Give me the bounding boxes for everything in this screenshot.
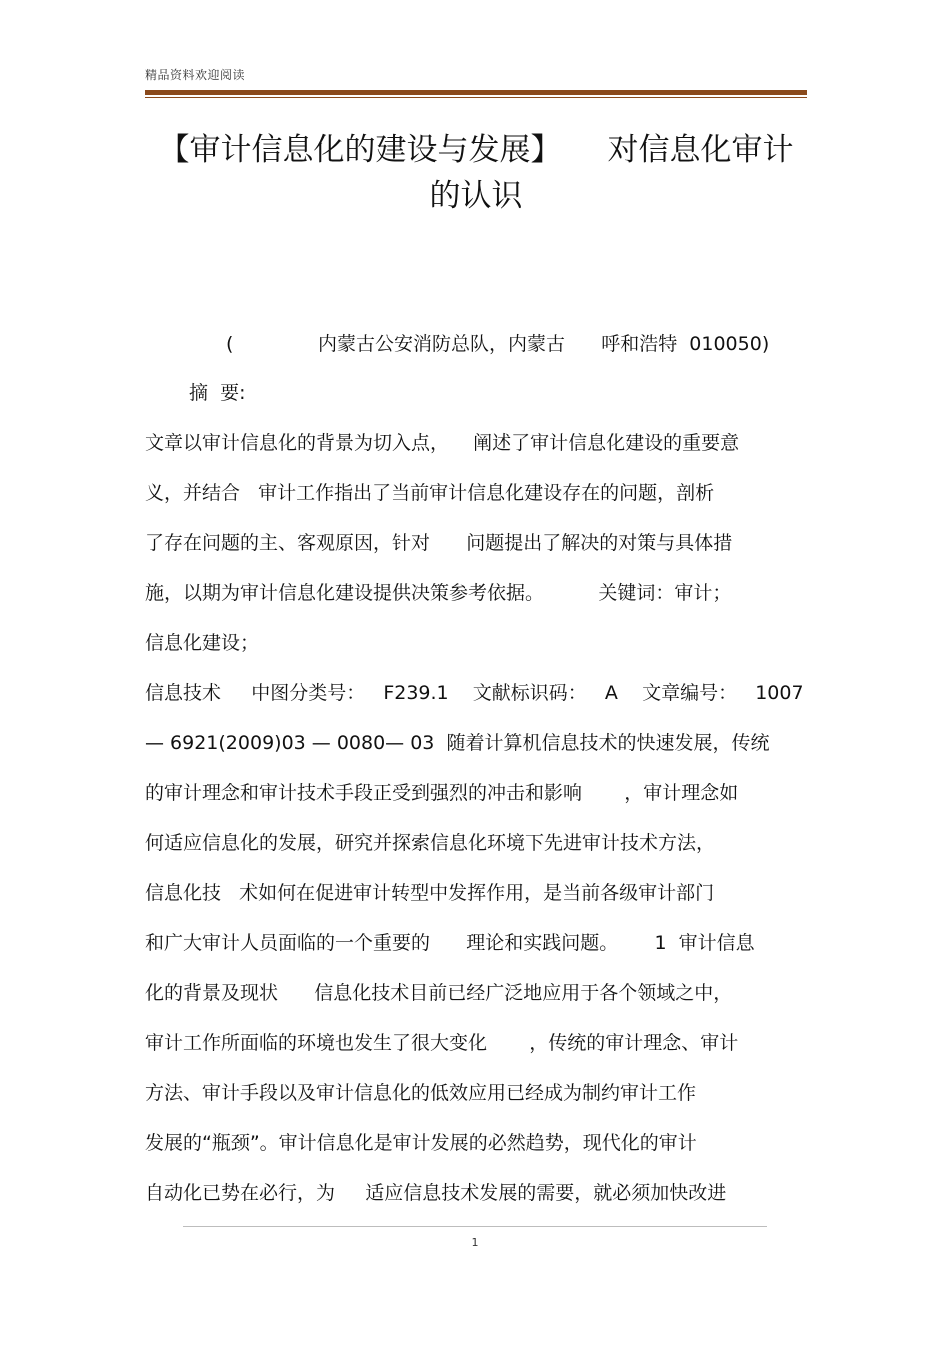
body-line: 了存在问题的主、客观原因，针对 问题提出了解决的对策与具体措 [145, 532, 733, 554]
title-part-a: 【审计信息化的建设与发展】 [158, 132, 562, 168]
body-line: 施，以期为审计信息化建设提供决策参考依据。 关键词：审计； [145, 582, 732, 604]
body-line: 方法、审计手段以及审计信息化的低效应用已经成为制约审计工作 [145, 1082, 697, 1104]
body-line: 审计工作所面临的环境也发生了很大变化 ，传统的审计理念、审计 [145, 1032, 739, 1054]
title-line-2: 的认识 [429, 178, 523, 214]
header-rule-thick [145, 90, 807, 95]
body-line: 发展的“瓶颈”。审计信息化是审计发展的必然趋势，现代化的审计 [145, 1132, 697, 1154]
page-header-label: 精品资料欢迎阅读 [145, 68, 246, 82]
footer-rule [183, 1226, 767, 1227]
document-title [145, 127, 807, 219]
page-number: 1 [471, 1236, 479, 1249]
body-line: 和广大审计人员面临的一个重要的 理论和实践问题。 1 审计信息 [145, 932, 755, 954]
body-line: 义，并结合 审计工作指出了当前审计信息化建设存在的问题，剖析 [145, 482, 715, 504]
body-line: 的审计理念和审计技术手段正受到强烈的冲击和影响 ，审计理念如 [145, 782, 739, 804]
body-line: 文章以审计信息化的背景为切入点， 阐述了审计信息化建设的重要意 [145, 432, 740, 454]
body-line: 信息化技 术如何在促进审计转型中发挥作用，是当前各级审计部门 [145, 882, 715, 904]
body-line: 何适应信息化的发展，研究并探索信息化环境下先进审计技术方法， [145, 832, 716, 854]
abstract-label: 摘 要: [189, 382, 246, 404]
body-line: 信息化建设； [145, 632, 260, 654]
body-line: 自动化已势在必行，为 适应信息技术发展的需要，就必须加快改进 [145, 1182, 727, 1204]
body-line: 信息技术 中图分类号： F239.1 文献标识码： A 文章编号： 1007 [145, 682, 804, 704]
body-line: 化的背景及现状 信息化技术目前已经广泛地应用于各个领域之中， [145, 982, 733, 1004]
header-rule-thin [145, 97, 807, 98]
author-affiliation: ( 内蒙古公安消防总队，内蒙古 呼和浩特 010050) [226, 333, 770, 355]
body-line: — 6921(2009)03 — 0080— 03 随着计算机信息技术的快速发展，传统 [145, 732, 770, 754]
title-part-b: 对信息化审计 [607, 132, 794, 168]
title-line-1 [145, 127, 807, 173]
